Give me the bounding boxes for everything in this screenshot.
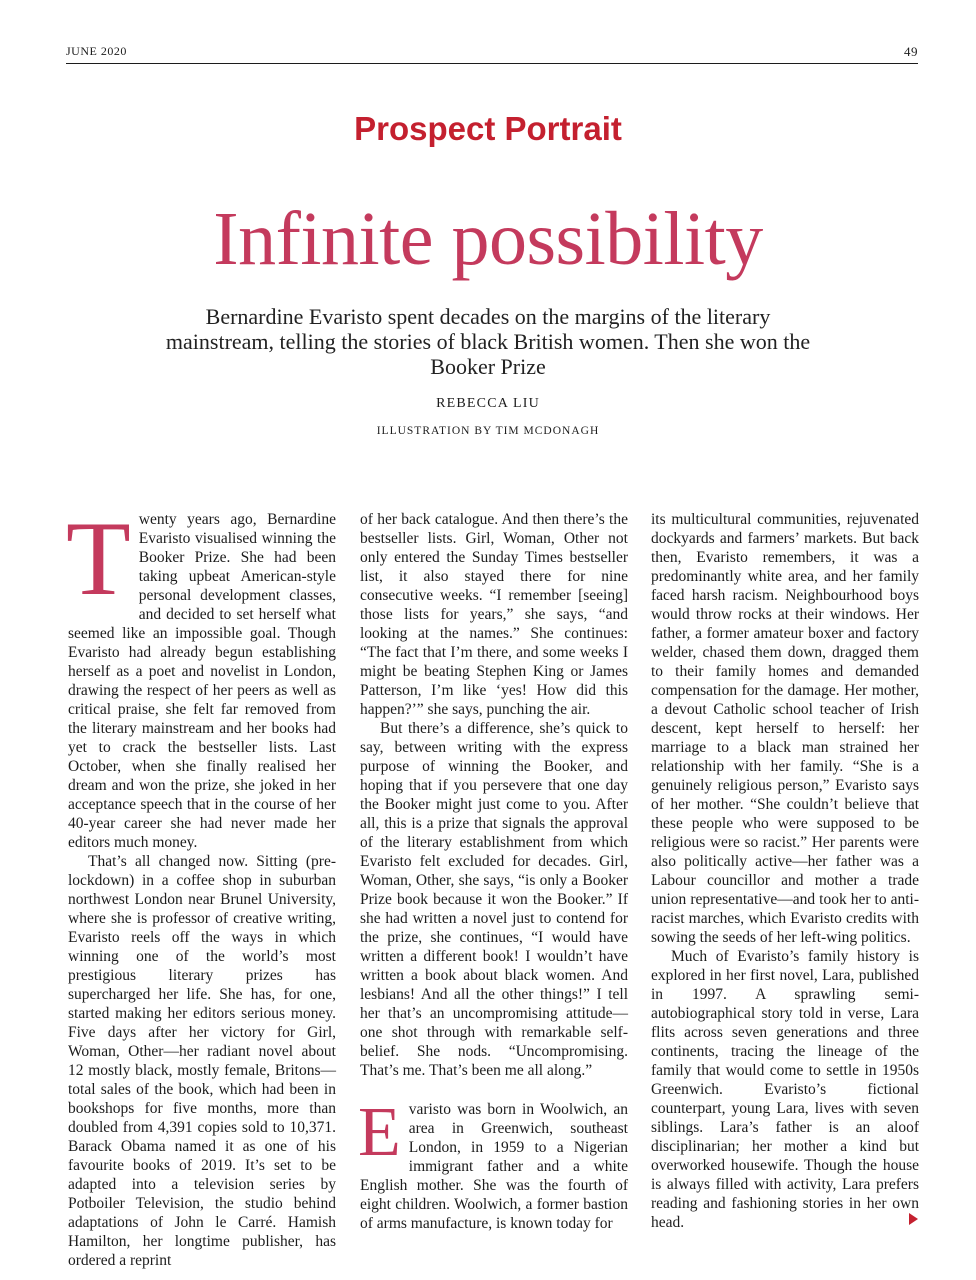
article-paragraph-1 <box>66 500 336 852</box>
article-column-1 <box>66 500 336 1269</box>
page-number: 49 <box>904 44 918 59</box>
standfirst: Bernardine Evaristo spent decades on the margins of the literary mainstream, telling the stories of black British women. Then she won the Booker Prize <box>165 304 811 379</box>
continue-arrow-icon <box>909 1213 918 1225</box>
headline: Infinite possibility <box>213 197 763 281</box>
article-paragraph-3: of her back catalogue. And then there’s the bestseller lists. Girl, Woman, Other not only entered the Sunday Times bestseller list, it also stayed there for nine consecutive weeks. “I remember [seeing] those lists for years,” she says, “and looking at the names.” She continues: “The fact that I’m there, and some weeks I might be beating Stephen King or James Patterson, I’m like ‘yes! How did this happen?’” she says, punching the air. <box>360 511 628 718</box>
article-paragraph-6: its multicultural communities, rejuvenated dockyards and farmers’ markets. But back then, Evaristo remembers, it was a predominantly white area, and her family faced harsh racism. Neighbourhood boys would throw rocks at their windows. Her father, a former amateur boxer and factory welder, chased them down, dragged them to their family homes and demanded compensation for the damage. Her mother, a devout Catholic school teacher of Irish descent, kept herself to herself: her marriage to a black man strained her relationship with her family. “She is a genuinely religious person,” Evaristo says of her mother. “She couldn’t believe that these people who were supposed to be religious were so racist.” Her parents were also politically active—her father was a Labour councillor and mother a trade union representative—and took her to anti-racist marches, which Evaristo credits with sowing the seeds of her left-wing politics. <box>651 511 919 946</box>
header-rule <box>66 63 918 64</box>
issue-month: JUNE 2020 <box>66 44 127 58</box>
article-column-2 <box>360 510 628 1230</box>
drop-cap: T <box>66 500 131 617</box>
article-column-3 <box>651 510 919 1230</box>
article-paragraph-4: But there’s a difference, she’s quick to say, between writing with the express purpose of winning the Booker, and hoping that if you persevere that one day the Booker might just come to you. After all, this is a prize that signals the approval of the literary establishment from which Evaristo felt excluded for decades. Girl, Woman, Other, she says, “is only a Booker Prize book because it won the Booker.” If she had written a novel just to contend for the prize, she continues, “I would have written a different book! I wouldn’t have written a book about black women. And lesbians! And all the other things!” I tell her that’s an uncompromising attitude—one shot through with remarkable self-belief. She nods. “Uncompromising. That’s me. That’s been me all along.” <box>360 720 628 1079</box>
illustration-credit: ILLUSTRATION BY TIM MCDONAGH <box>376 425 600 437</box>
article-paragraph-7: Much of Evaristo’s family history is explored in her first novel, Lara, published in 1997. A sprawling semi-autobiographical story told in verse, Lara flits across seven generations and three continents, tracing the lineage of the family that would come to settle in 1950s Greenwich. Evaristo’s fictional counterpart, young Lara, lives with seven siblings. Lara’s father is an aloof disciplinarian; her mother a kind but overworked housewife. Though the house is always filled with activity, Lara prefers reading and fashioning stories in her own head. <box>651 948 919 1231</box>
paragraph-text: wenty years ago, Bernardine Evaristo visualised winning the Booker Prize. She had been taking upbeat American-style personal development classes, and decided to set herself what seemed like an impossible goal. Though Evaristo had already begun establishing herself as a poet and novelist in London, drawing the respect of her peers as well as critical praise, she felt far removed from the literary mainstream and her books had yet to crack the bestseller lists. Last October, when she finally realised her dream and won the prize, she joked in her acceptance speech that in the course of her 40-year career she had never made her editors much money. <box>68 511 336 851</box>
paragraph-text: varisto was born in Woolwich, an area in Greenwich, southeast London, in 1959 to a Nigerian immigrant father and a white English mother. She was the fourth of eight children. Woolwich, a former bastion of arms manufacture, is known today for <box>360 1101 628 1232</box>
byline: REBECCA LIU <box>436 396 540 411</box>
article-paragraph-2: That’s all changed now. Sitting (pre-lockdown) in a coffee shop in suburban northwest London near Brunel University, where she is professor of creative writing, Evaristo reels off the ways in which winning one of the world’s most prestigious literary prizes has supercharged her life. She has, for one, started making her editors serious money. Five days after her victory for Girl, Woman, Other—her radiant novel about 12 mostly black, mostly female, Britons—total sales of the book, which had been in bookshops for five months, more than doubled from 4,391 copies sold to 10,371. Barack Obama named it as one of his favourite books of 2019. It’s set to be adapted into a television series by Potboiler Television, the studio behind adaptations of John le Carré. Hamish Hamilton, her longtime publisher, has ordered a reprint <box>68 853 336 1269</box>
article-paragraph-5 <box>358 1094 628 1233</box>
section-label: Prospect Portrait <box>354 110 622 147</box>
drop-cap: E <box>358 1094 401 1171</box>
